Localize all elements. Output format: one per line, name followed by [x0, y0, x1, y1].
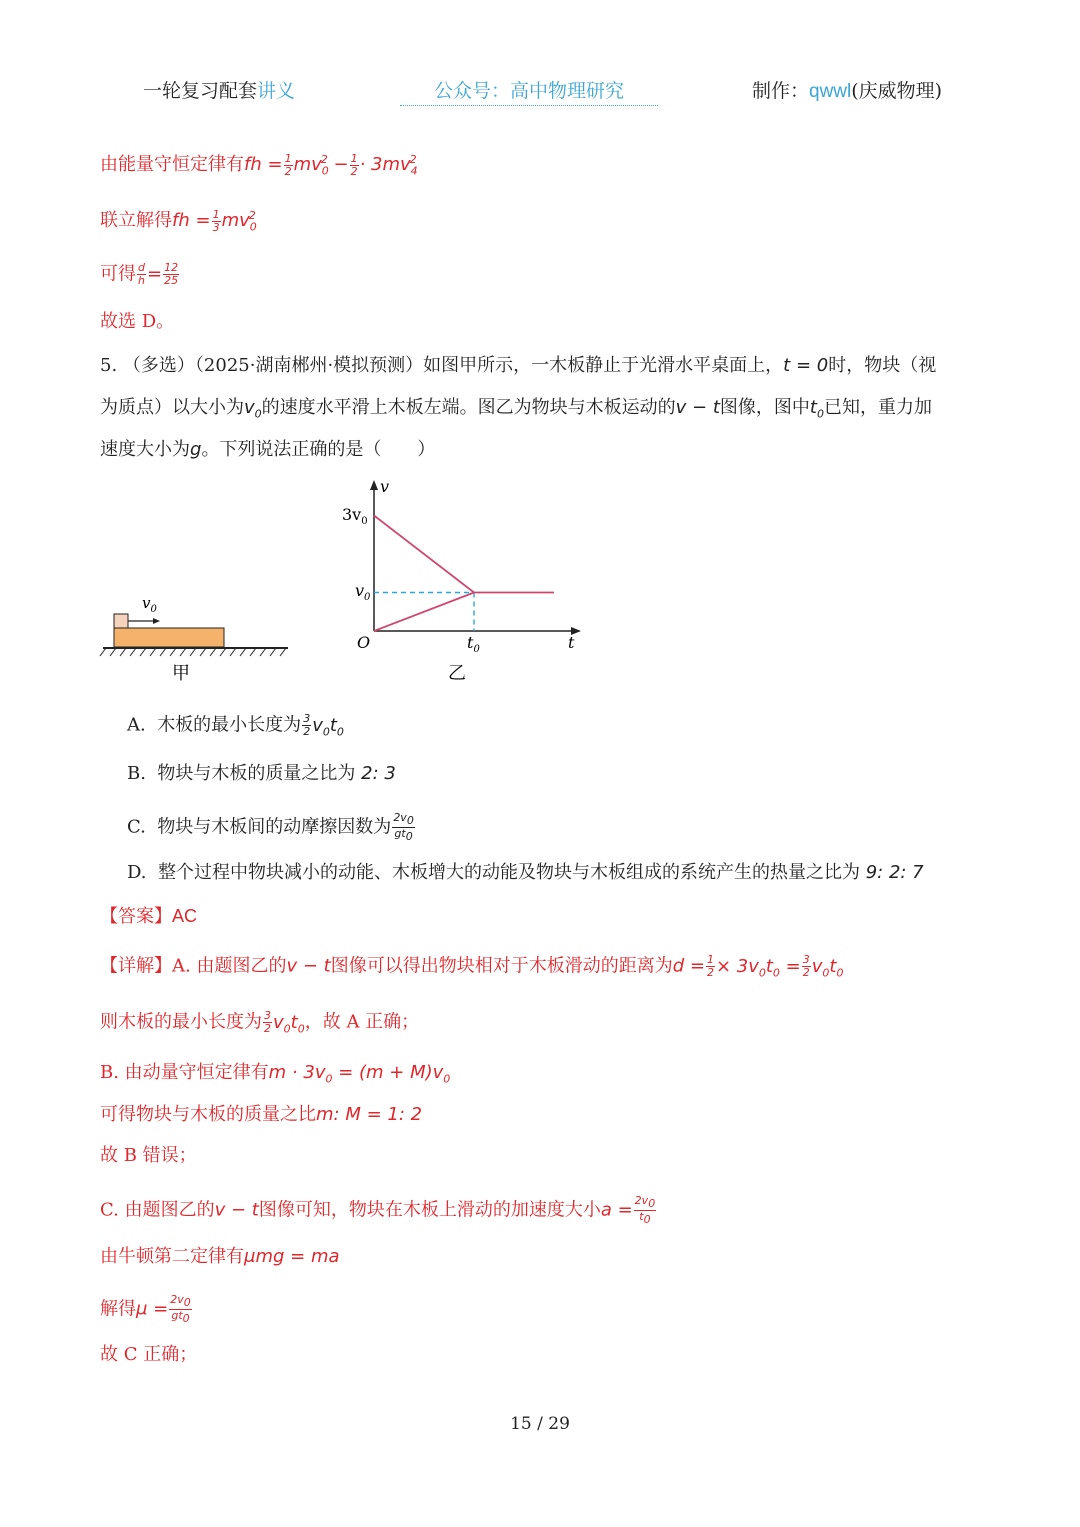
detail-b-line-2: 可得物块与木板的质量之比m: M = 1: 2	[100, 1104, 423, 1125]
prev-choice-line: 故选 D。	[100, 311, 175, 332]
detail-a-line-2: 则木板的最小长度为 $\frac{3}{2}$ $v_0t_0$，故 A 正确；	[100, 1009, 420, 1036]
tick-label-v0: $v_0$	[355, 581, 371, 603]
prev-solve-line: 联立解得fh = $\frac{1}{3}$ $mv_0^2$	[100, 207, 257, 234]
caption-jia: 甲	[172, 663, 190, 684]
detail-c-line-4: 故 C 正确；	[100, 1344, 198, 1365]
question-line-1: 5. （多选）（2025·湖南郴州·模拟预测）如图甲所示，一木板静止于光滑水平桌面上，t = 0时，物块（视	[100, 355, 937, 376]
answer-line: 【答案】AC	[100, 906, 198, 927]
question-line-3: 速度大小为g。下列说法正确的是（ ）	[100, 439, 436, 460]
series-board-line	[374, 593, 474, 632]
detail-c-line-2: 由牛顿第二定律有μmg = ma	[100, 1246, 340, 1267]
axis-label-t: t	[568, 633, 575, 652]
velocity-arrowhead	[153, 618, 160, 624]
detail-c-line-3: 解得μ = $\frac{2v_0}{gt_0}$	[100, 1293, 191, 1326]
page-number: 15 / 29	[510, 1414, 570, 1434]
v-axis-arrow	[370, 480, 378, 490]
caption-yi: 乙	[448, 663, 466, 684]
option-a: A. 木板的最小长度为 $\frac{3}{2}$ $v_0t_0$	[127, 712, 344, 739]
axis-label-v: v	[380, 477, 390, 496]
tick-label-3v0: $3v_0$	[342, 505, 368, 527]
prev-energy-line: 由能量守恒定律有fh = $\frac{1}{2}$ $mv_0^2$ − $\frac{1}{2}$ · $3mv_4^2$	[100, 151, 418, 178]
ground-hatch	[100, 648, 286, 656]
figure-yi	[342, 477, 581, 684]
option-b: B. 物块与木板的质量之比为 2: 3	[127, 763, 396, 784]
header-right: 制作：qwwl(庆威物理)	[752, 80, 943, 102]
header-left: 一轮复习配套讲义	[143, 80, 296, 102]
option-c: C. 物块与木板间的动摩擦因数为 $\frac{2v_0}{gt_0}$	[127, 811, 414, 844]
detail-b-line-3: 故 B 错误；	[100, 1145, 197, 1166]
block-velocity-label: $v_0$	[142, 594, 157, 615]
question-line-2: 为质点）以大小为$v_0$的速度水平滑上木板左端。图乙为物块与木板运动的v − t图像，图中$t_0$已知，重力加	[100, 397, 932, 421]
block	[114, 614, 128, 628]
option-d: D. 整个过程中物块减小的动能、木板增大的动能及物块与木板组成的系统产生的热量之比为 9: 2: 7	[127, 862, 924, 883]
detail-c-line-1: C. 由题图乙的v − t图像可知，物块在木板上滑动的加速度大小a = $\frac{2v_0}{t_0}$	[100, 1194, 656, 1227]
series-block-line	[374, 516, 554, 593]
prev-ratio-line: 可得 $\frac{d}{h}$ = $\frac{12}{25}$	[100, 261, 179, 287]
origin-label: O	[357, 633, 371, 652]
figure-jia	[100, 594, 288, 684]
detail-b-line-1: B. 由动量守恒定律有$m \cdot 3v_0 = (m + M)v_0$	[100, 1062, 451, 1086]
board	[114, 628, 224, 647]
question-figure	[98, 476, 598, 691]
tick-label-t0: $t_0$	[467, 633, 480, 655]
header-middle: 公众号：高中物理研究	[400, 76, 658, 106]
detail-a-line-1: 【详解】A. 由题图乙的v − t图像可以得出物块相对于木板滑动的距离为d = $\frac{1}{2}$ × $3v_0t_0$ = $\frac{3}{2}$ $v_0t_0$	[100, 953, 844, 980]
